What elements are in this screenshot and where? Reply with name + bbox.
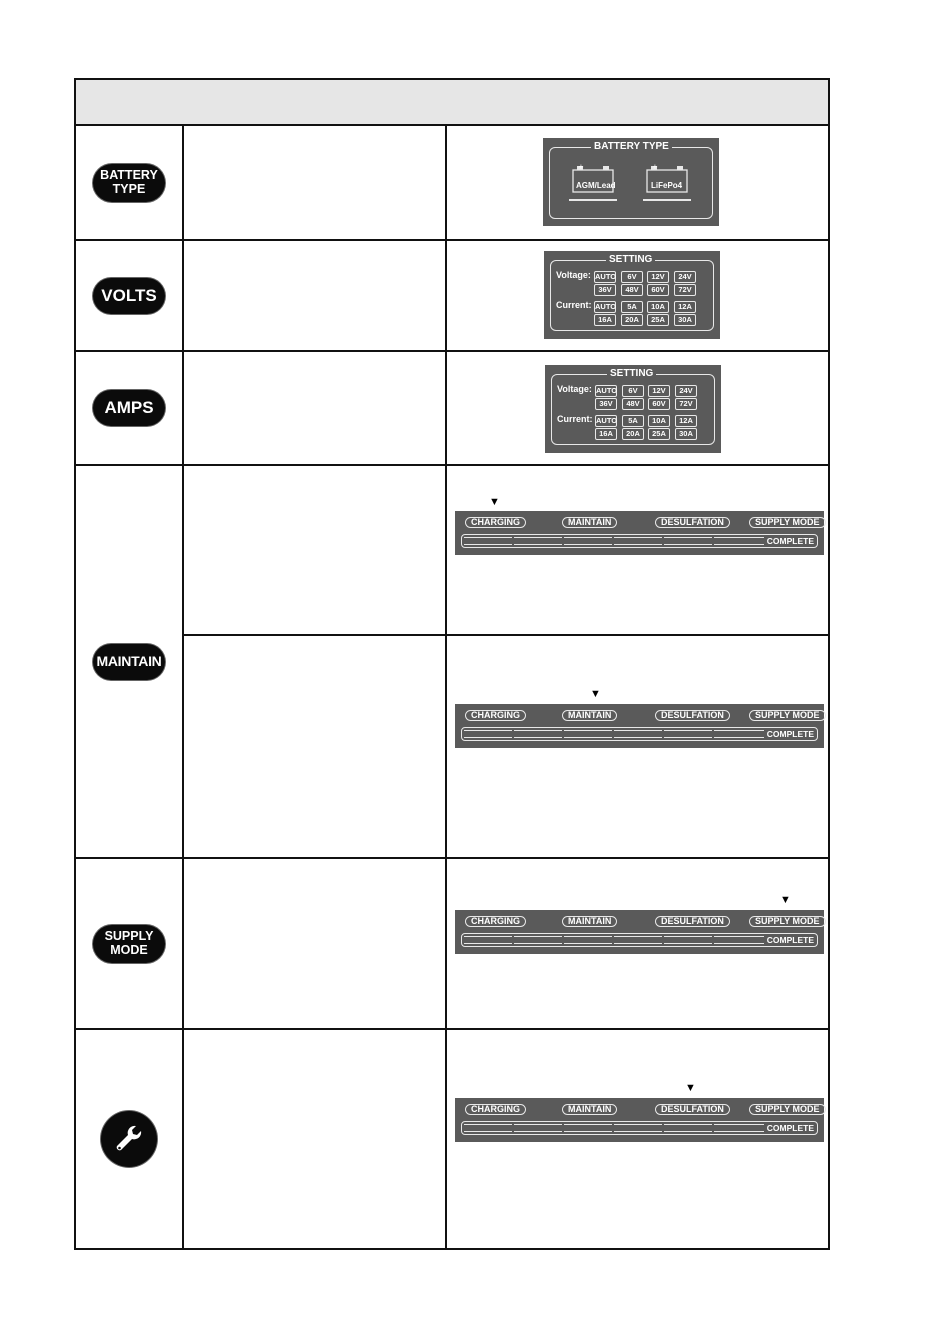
maintain-button[interactable] [93,644,165,680]
mode-strip [455,511,824,555]
voltage-option: 6V [621,271,643,283]
mode-strip [455,910,824,954]
mode-label-maintain: MAINTAIN [562,710,617,721]
display-cell [446,635,829,858]
button-cell [75,1029,183,1249]
description-cell [183,1029,446,1249]
current-option: AUTO [596,416,618,425]
mode-strip [455,704,824,748]
button-label: MAINTAIN [96,653,162,670]
button-label: AMPS [104,398,154,418]
complete-label: COMPLETE [766,536,814,546]
voltage-option: 24V [675,385,697,397]
voltage-option: 36V [594,284,616,296]
mode-strip [455,1098,824,1142]
complete-label: COMPLETE [766,729,814,739]
mode-indicator-arrow: ▼ [489,496,500,508]
current-option: 16A [594,314,616,326]
current-option: 10A [648,415,670,427]
button-cell [75,351,183,465]
table-header [75,79,829,125]
mode-label-charging: CHARGING [465,916,526,927]
voltage-option: 48V [622,398,644,410]
mode-label-charging: CHARGING [465,517,526,528]
voltage-option: AUTO [596,386,618,395]
display-cell [446,240,829,351]
display-cell [446,1029,829,1249]
table-row [75,635,829,858]
description-cell [183,240,446,351]
complete-label: COMPLETE [766,935,814,945]
mode-label-supply: SUPPLY MODE [749,710,826,721]
description-cell [183,635,446,858]
display-cell [446,125,829,240]
progress-bar [461,933,818,947]
current-option: 5A [621,301,643,313]
wrench-icon [112,1122,146,1156]
mode-indicator-arrow: ▼ [685,1082,696,1094]
setting-panel [544,251,720,339]
function-table [74,78,830,1250]
mode-label-charging: CHARGING [465,710,526,721]
setting-panel [545,365,721,453]
mode-label-maintain: MAINTAIN [562,517,617,528]
current-option: 5A [622,415,644,427]
table-row [75,1029,829,1249]
current-option: 20A [622,428,644,440]
volts-button[interactable] [93,278,165,314]
current-option: 12A [674,301,696,313]
table-row [75,858,829,1029]
mode-label-maintain: MAINTAIN [562,916,617,927]
current-option: 20A [621,314,643,326]
voltage-option: 12V [647,271,669,283]
display-cell [446,858,829,1029]
current-option: 25A [648,428,670,440]
panel-title: BATTERY TYPE [591,141,672,152]
button-cell [75,240,183,351]
table-row [75,240,829,351]
mode-label-desulfation: DESULFATION [655,1104,730,1115]
desulfation-button[interactable] [101,1111,157,1167]
description-cell [183,858,446,1029]
progress-bar [461,727,818,741]
voltage-option: 60V [647,284,669,296]
mode-label-desulfation: DESULFATION [655,916,730,927]
panel-title: SETTING [607,368,656,379]
button-label: BATTERY [100,168,158,183]
battery-type-label: AGM/Lead [576,181,616,190]
mode-label-supply: SUPPLY MODE [749,916,826,927]
display-cell [446,351,829,465]
svg-text:+: + [652,164,658,171]
table-header-row [75,79,829,125]
voltage-label: Voltage: [556,270,591,280]
voltage-option: 72V [675,398,697,410]
mode-label-supply: SUPPLY MODE [749,1104,826,1115]
supply-mode-button[interactable] [93,925,165,963]
mode-indicator-arrow: ▼ [590,688,601,700]
current-option: 16A [595,428,617,440]
mode-label-desulfation: DESULFATION [655,710,730,721]
voltage-option: 12V [648,385,670,397]
table-row [75,125,829,240]
voltage-option: 6V [622,385,644,397]
current-option: 30A [675,428,697,440]
voltage-option: 24V [674,271,696,283]
button-cell [75,858,183,1029]
button-label: TYPE [112,181,146,196]
mode-label-charging: CHARGING [465,1104,526,1115]
current-label: Current: [556,300,592,310]
button-label: MODE [110,942,148,957]
panel-title: SETTING [606,254,655,265]
display-cell [446,465,829,635]
voltage-option: 60V [648,398,670,410]
current-option: 25A [647,314,669,326]
battery-type-panel [543,138,719,226]
current-label: Current: [557,414,593,424]
voltage-option: 72V [674,284,696,296]
voltage-option: 48V [621,284,643,296]
mode-label-supply: SUPPLY MODE [749,517,826,528]
button-label: VOLTS [101,285,157,305]
button-cell [75,125,183,240]
complete-label: COMPLETE [766,1123,814,1133]
current-option: 10A [647,301,669,313]
voltage-option: AUTO [595,272,617,281]
mode-label-desulfation: DESULFATION [655,517,730,528]
button-label: SUPPLY [104,929,154,944]
description-cell [183,465,446,635]
battery-type-button[interactable] [93,164,165,202]
button-cell [75,465,183,858]
mode-label-maintain: MAINTAIN [562,1104,617,1115]
current-option: 12A [675,415,697,427]
description-cell [183,125,446,240]
amps-button[interactable] [93,390,165,426]
current-option: 30A [674,314,696,326]
table-row [75,351,829,465]
battery-type-label: LiFePo4 [651,181,683,190]
current-option: AUTO [595,302,617,311]
progress-bar [461,534,818,548]
mode-indicator-arrow: ▼ [780,894,791,906]
voltage-label: Voltage: [557,384,592,394]
voltage-option: 36V [595,398,617,410]
svg-text:+: + [578,164,584,171]
progress-bar [461,1121,818,1135]
table-row [75,465,829,635]
description-cell [183,351,446,465]
